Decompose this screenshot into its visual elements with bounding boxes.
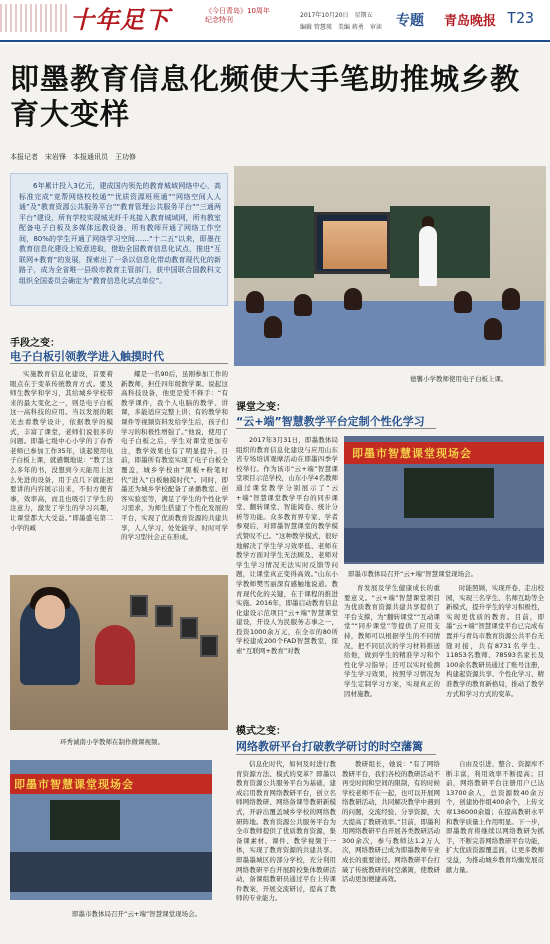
student-figure — [502, 288, 520, 310]
student-figure — [95, 625, 135, 685]
header-stripe — [0, 4, 70, 32]
blackboard — [390, 206, 490, 278]
header-divider — [0, 40, 550, 42]
blackboard — [50, 800, 120, 840]
header-page-number: T23 — [507, 9, 535, 27]
blackboard — [404, 468, 494, 518]
section-label: 模式之变： — [236, 726, 286, 737]
section-rule — [236, 428, 436, 429]
student-face — [35, 595, 65, 629]
article-column: 时能照顾，实现开卷、走出校园，实现三名学生、名师互助等全新模式，提升学生的学习积极性，实现更优质的教育。目前，即墨“云+端”智慧课堂平台已完成布置并与青岛市教育资源公共平台无缝对接，共有8731名学生、11853名教师、78593名家长及100余名教研员通过了账号注册，构建起资源共享、个性化学习、精准教学的教育新格局，推动了教学方式和学习方式的变革。 — [446, 584, 544, 698]
header-topic: 专题 — [396, 13, 424, 29]
meeting-banner — [10, 774, 212, 794]
computer-monitor — [130, 595, 148, 617]
article-column: 2017年3月31日，即墨教体局组织的教育信息化建设与应用山东省专场培训观摩活动在即墨四季学校举行。作为该市“云+端”智慧课堂项目示范学校，山东小学4名教师通过课堂教学分别展示了“云+端”智慧课堂教学平台的同步课堂、翻转课堂、智能阅卷、统计分析等功能。众多教育界专家、学者参观后，对即墨智慧课堂的教学模式赞叹不已。“这种教学模式，很好地解决了学生学习效率低、老师在教学方面对学生无法顾及、老师对学生学习情况无法实时反馈等问题，让课堂真正变得高效。”山东小学教师樊雪丽深有感触地说道。教育现代化的关键，在于课程的推进实施。2016年，即墨启动教育信息化建设示范项目“云+端”智慧课堂建设，开设人为民服务志事之一，投资1000余万元，在全市的80所学校建成200个FAD智慧教室，探索“互联网+教育”对教 — [236, 436, 338, 656]
article-column: 实施教育信息化建设，首要着眼点在于变革传统教育方式。要及师生教学和学习，其给城乡学校带来的最大变化之一，则是电子白板这一高科技的应用。当以发展的眼光去看教学设计，依据教学的模式，丰富了课堂，老师们说很多的问题。即墨七级中心小学的丁春香老师已参加工作35年，谈起使用电子白板上课，就感慨地说：“教了这么多年的书，没想到今天能用上这么先进的设备，用于点几下就能把要讲的内容展示出来，不但方便省事，效率高，而且也吸引了学生的注意力，激发了学生的学习兴趣，让课堂都大大受益。”即墨盛屯第二小学的臧 — [10, 370, 113, 532]
student-figure — [344, 288, 362, 310]
article-column: 教研组长，她说：“有了网络教研平台，我们各校的教研活动不再受时间和空间的限制，有的时候学校老师不在一起，也可以开展网络教研活动，共同解决教学中遇到的问题，交流经验、分享资源，大大提高了教研效率。”目前，即墨利用网络教研平台开展各类教研活动300余次，参与教师达1.2万人次，网络教研已成为即墨教师专业成长的重要途径。网络教研平台打破了传统教研的时空藩篱，使教研活动更加便捷高效。 — [342, 760, 440, 884]
student-figure — [484, 318, 502, 340]
teacher-figure — [419, 226, 437, 286]
header-logo: 十年足下 — [70, 5, 170, 34]
article-column: 育发展及学生健康成长的重要意义。“云+端”智慧课堂项目为优质教育资源共建共享提供了平台支撑，为“翻转课堂”“互动课堂”“同步课堂”等提供了应用支持，教师可以根据学生的不同情况，把不同层次的学习材料推送给他，做到学生的精准学习和个性化学习指导；还可以实时检测学生学习效果，按照学习情况为学生定制学习方案，实现真正的因材施教。 — [344, 584, 440, 698]
banner-text: 即墨市智慧课堂现场会 — [14, 778, 134, 791]
whiteboard-screen — [314, 212, 390, 274]
photo-caption: 即墨市教体局召开“云+端”智慧课堂现场会。 — [72, 910, 202, 918]
classroom-photo — [234, 166, 546, 366]
headline: 即墨教育信息化频使大手笔助推城乡教育大变样 — [10, 62, 521, 131]
photo-caption: 环秀诚南小学教师在制作微课视频。 — [60, 738, 164, 746]
photo-caption: 德馨小学教师使用电子白板上课。 — [410, 375, 508, 383]
computer-monitor — [200, 635, 218, 657]
section-rule — [10, 363, 228, 364]
meeting-photo — [344, 436, 544, 564]
student-figure — [264, 316, 282, 338]
header-meta: 编辑 管慧瑛 美编 蒋勇 审读 — [300, 24, 382, 31]
meeting-banner — [344, 442, 544, 464]
header-paper-name: 青岛晚报 — [444, 14, 497, 29]
banner-text: 即墨市智慧课堂现场会 — [352, 447, 472, 460]
computer-monitor — [180, 617, 198, 639]
header-date: 2017年10月20日 星期五 — [300, 12, 373, 19]
article-column: 自由及引进、整合、资源库不断丰富，利用效率不断提高；目前，网络教研平台注册用户已达13700余人，总资源数40余万个，创建协作组400余个，上传文章136000余篇；在提高教研水平和教学质量上作用明显。下一步，即墨教育将继续以网络教研为抓手，不断完善网络教研平台功能，扩大优质资源覆盖面，让更多教师受益，为推动城乡教育均衡发展贡献力量。 — [446, 760, 544, 874]
summary-box — [10, 173, 228, 306]
article-column: 信息化时代，如何及时进行教育资源方法、模式的变革？即墨以教育资源公共服务平台为基础，建成启用教育网络教研平台，创立名师网络教研、网络备课等教研新模式，开辟出覆盖城乡学校的网络教研阵地。教育资源公共服务平台为全市教师提供了优质教育资源，集备课素材、课件、教学视频于一体，实现了教育资源的共建共享。即墨墨城区的部分学校，充分利用网络教研平台开展跨校集体教研活动，备课组教研员通过平台上传课件教案，开展交流研讨，提高了教师的专业能力。 — [236, 760, 336, 903]
article-column: 耀是一名90后，虽刚参加工作的新教师，担任四年级数学课。说起这高科技设备，他更是爱不释手：“有教学课件，我个人电脑的教学、讲课，多能适应完整上讲；有的教学和课件等视频资料发给学生后，孩子们学习的积极性增强了。”他说，使用了电子白板之后，学生对课堂更加专注，教学效果也有了明显提升。目前，即墨所有教室实现了电子白板全覆盖，城乡学校由“黑板+粉笔时代”进入“白板触摸时代”。同时，即墨还为城乡学校配备了录播教室、创客实验室等，满足了学生的个性化学习需求，为师生搭建了个性化发展的平台，实现了优质教育资源的共建共享，人人学习、处处能学、时时可学的学习型社会正在形成。 — [121, 370, 228, 542]
screen-content — [323, 221, 387, 269]
student-figure — [246, 291, 264, 313]
page-header — [0, 0, 550, 44]
computer-lab-photo — [10, 575, 228, 730]
header-logo-sub: 《今日青岛》10周年纪念特刊 — [205, 7, 270, 24]
section-label: 课堂之变： — [236, 402, 286, 413]
photo-caption: 即墨市教体局召开“云+端”智慧课堂现场会。 — [348, 570, 478, 578]
blackboard — [234, 206, 314, 278]
computer-monitor — [155, 605, 173, 627]
section-title: 网络教研平台打破教学研讨的时空藩篱 — [236, 740, 423, 753]
byline: 本报记者 宋岩锋 本报通讯员 王功修 — [10, 153, 136, 161]
meeting-photo — [10, 760, 212, 900]
student-figure — [294, 294, 312, 316]
section-title: “云+端”智慧教学平台定制个性化学习 — [236, 415, 425, 428]
audience-row — [10, 852, 212, 892]
audience-row — [344, 528, 544, 562]
summary-text: 6年累计投入3亿元，建成国内领先的教育城域网络中心，高标准完成“竞帮网络校校通”“优质资源班班通”“网络空间人人通”及“教育资源公共服务平台”“教育管理公共服务平台”“三通两平台”建设，所有学校实现城光纤千兆接入教育城域网，所有教室配备电子白板及多媒体远教设备，所有教师开通了网络工作空间，80%的学生开通了网络学习空间……“十二五”以来，即墨在教育信息化建设上锐意进取，借助全国教育信息化试点，推进“互联网+教育”的发展，探索出了一条以信息化带动教育现代化的新路子，成为全省唯一县级市教育主管部门，获中国联合国教科文组织全国委员会确定为“教育信息化试点单位”。 — [19, 182, 221, 285]
section-rule — [236, 754, 436, 755]
section-label: 手段之变： — [10, 338, 60, 349]
student-figure — [454, 291, 472, 313]
section-title: 电子白板引领教学进入触摸时代 — [10, 350, 164, 363]
